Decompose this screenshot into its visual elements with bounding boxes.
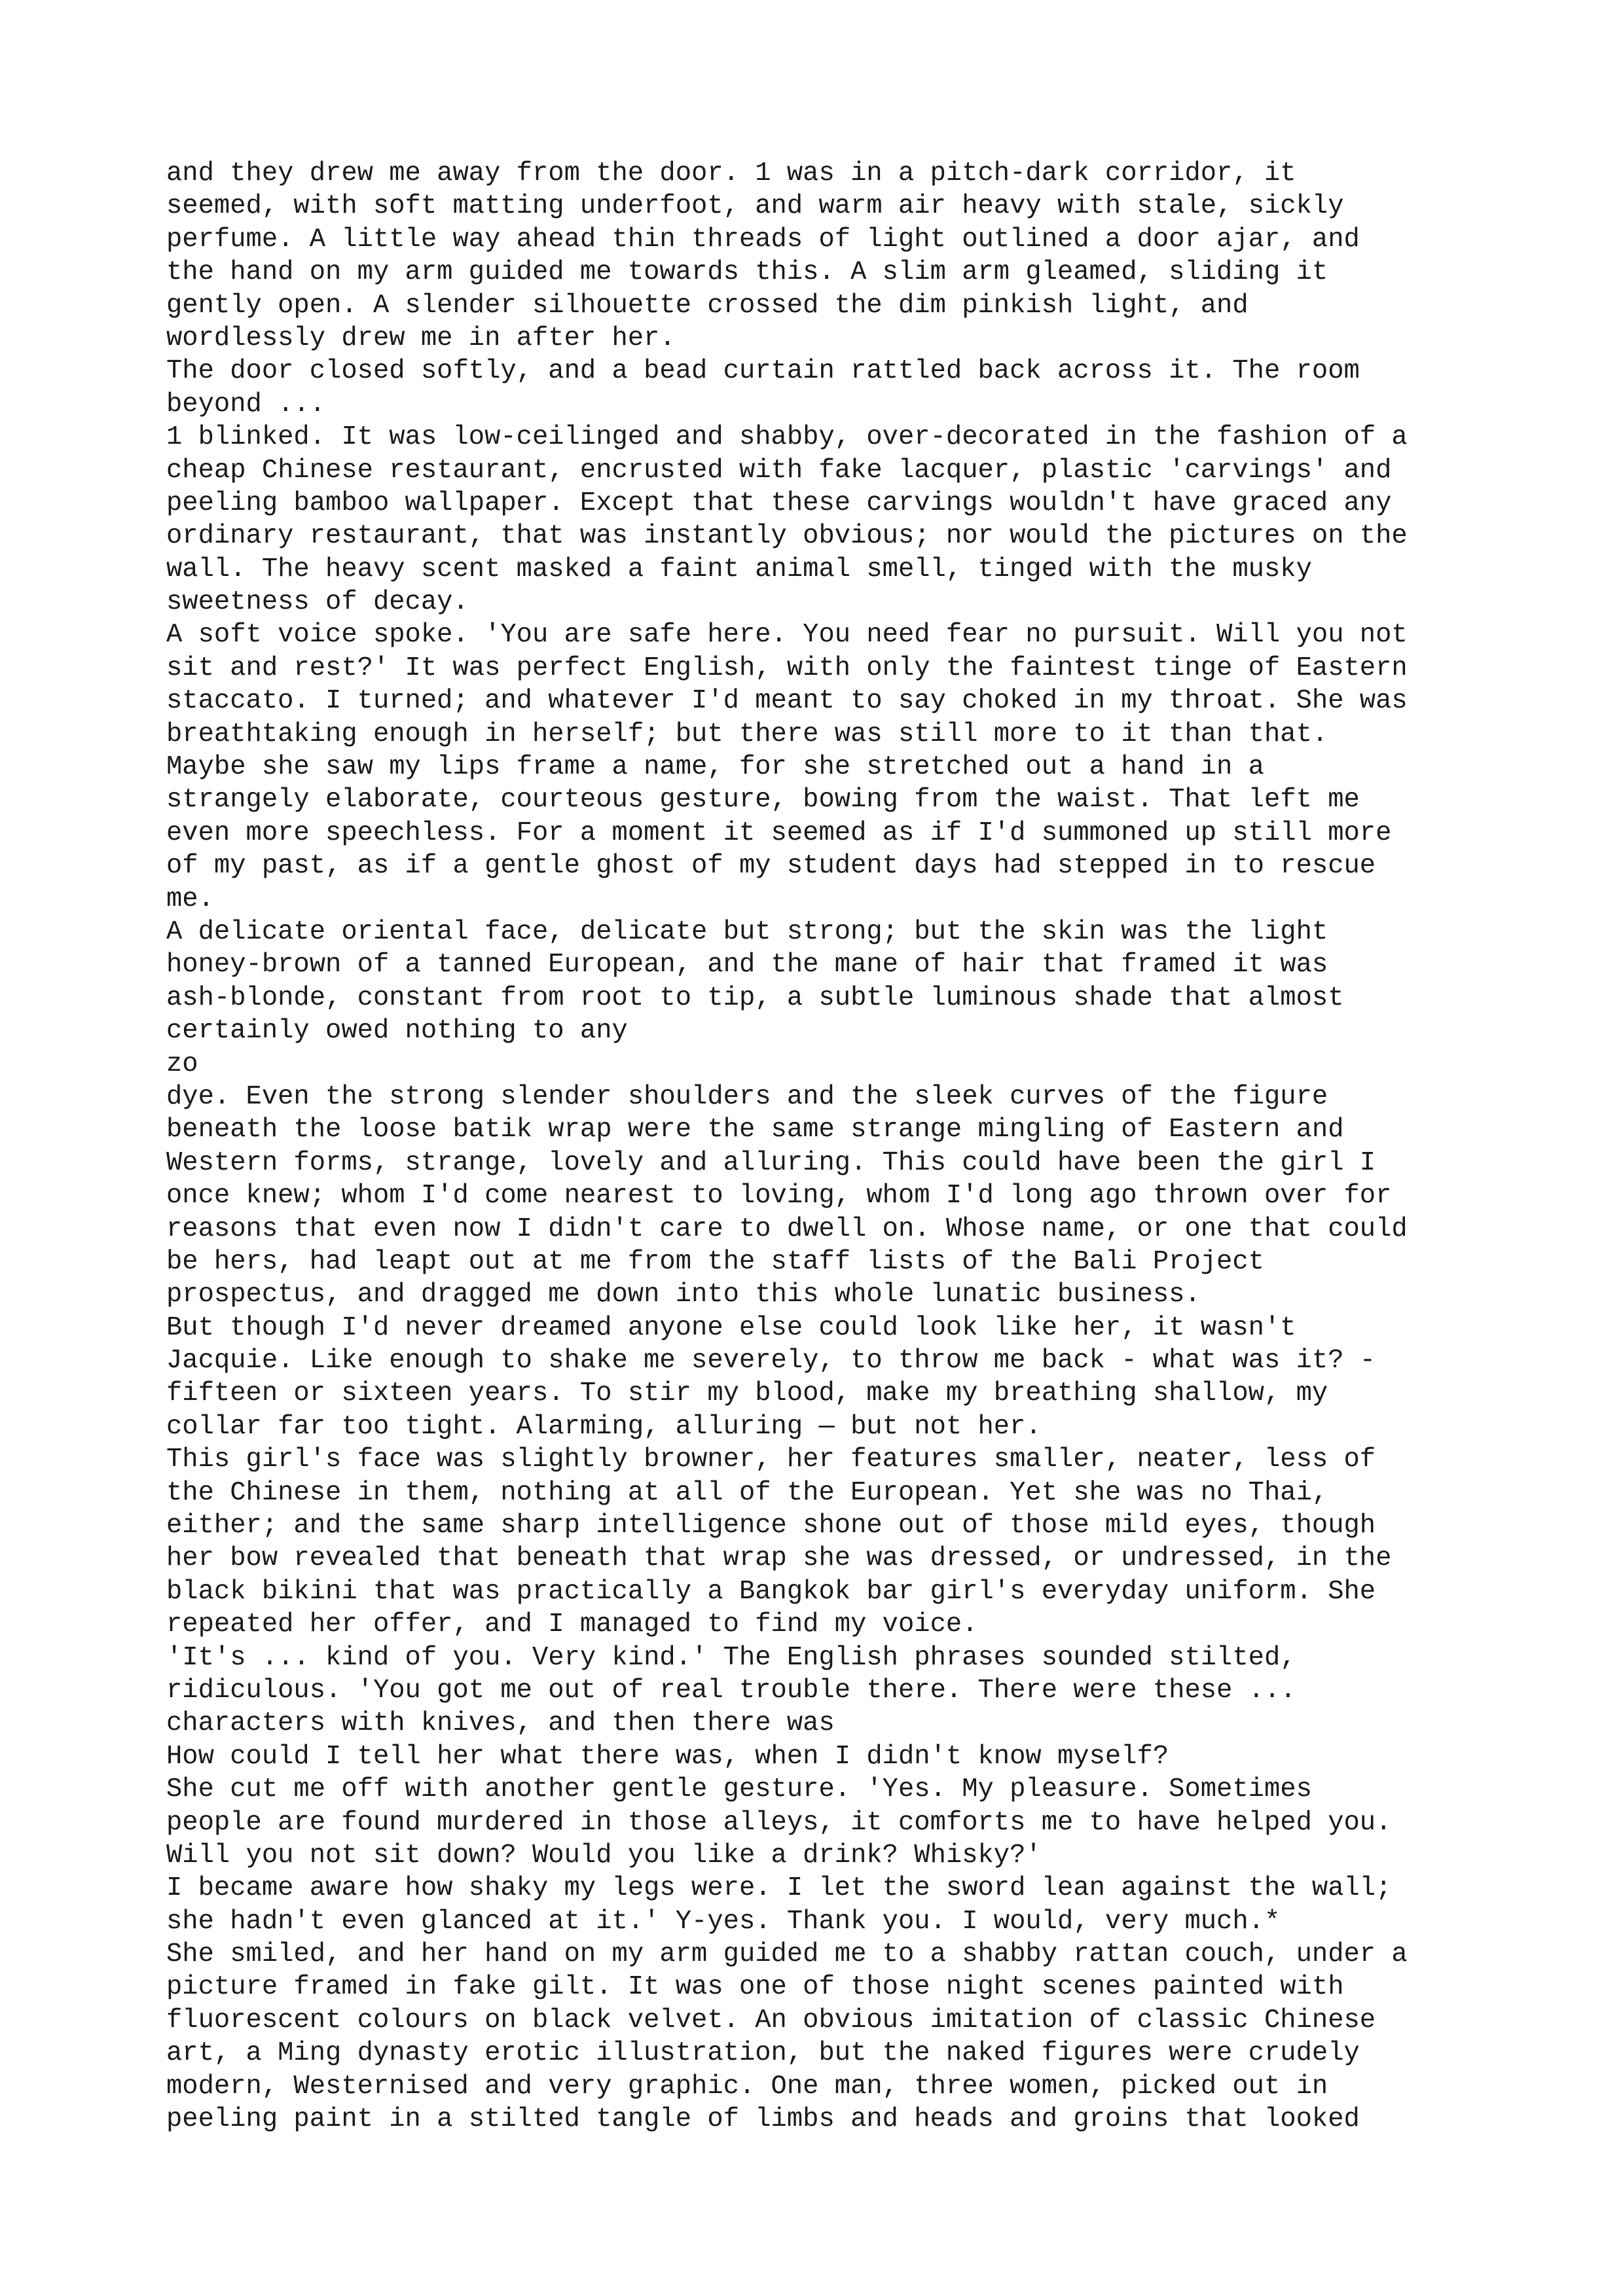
text-line: she hadn't even glanced at it.' Y-yes. Thank you. I would, very much.* [166, 1906, 1281, 1937]
text-line: modern, Westernised and very graphic. One man, three women, picked out in [166, 2071, 1328, 2102]
text-line: me. [166, 884, 214, 914]
text-line: art, a Ming dynasty erotic illustration, but the naked figures were crudely [166, 2038, 1360, 2069]
text-line: ash-blonde, constant from root to tip, a subtle luminous shade that almost [166, 982, 1344, 1013]
text-line: sweetness of decay. [166, 587, 469, 618]
text-line: and they drew me away from the door. 1 was in a pitch-dark corridor, it [166, 158, 1296, 188]
text-line: beneath the loose batik wrap were the same strange mingling of Eastern and [166, 1115, 1344, 1145]
text-line: This girl's face was slightly browner, her features smaller, neater, less of [166, 1444, 1376, 1475]
text-line: I became aware how shaky my legs were. I let the sword lean against the wall; [166, 1873, 1392, 1904]
text-line: Will you not sit down? Would you like a drink? Whisky?' [166, 1840, 1042, 1871]
text-line: She smiled, and her hand on my arm guided me to a shabby rattan couch, under a [166, 1939, 1408, 1970]
text-line: Western forms, strange, lovely and alluring. This could have been the girl I [166, 1147, 1376, 1178]
text-line: black bikini that was practically a Bangkok bar girl's everyday uniform. She [166, 1576, 1376, 1607]
text-line: A soft voice spoke. 'You are safe here. You need fear no pursuit. Will you not [166, 620, 1408, 651]
text-line: dye. Even the strong slender shoulders and the sleek curves of the figure [166, 1081, 1328, 1112]
text-line: zo [166, 1049, 198, 1079]
text-line: fifteen or sixteen years. To stir my blood, make my breathing shallow, my [166, 1378, 1328, 1409]
text-line: Maybe she saw my lips frame a name, for she stretched out a hand in a [166, 752, 1264, 783]
text-line: collar far too tight. Alarming, alluring — but not her. [166, 1411, 1042, 1442]
text-line: How could I tell her what there was, when I didn't know myself? [166, 1741, 1169, 1772]
text-line: perfume. A little way ahead thin threads of light outlined a door ajar, and [166, 224, 1360, 255]
text-line: her bow revealed that beneath that wrap she was dressed, or undressed, in the [166, 1543, 1392, 1574]
text-line: sit and rest?' It was perfect English, with only the faintest tinge of Eastern [166, 653, 1408, 683]
text-line: of my past, as if a gentle ghost of my student days had stepped in to rescue [166, 851, 1376, 882]
text-line: staccato. I turned; and whatever I'd meant to say choked in my throat. She was [166, 686, 1408, 717]
text-line: reasons that even now I didn't care to dwell on. Whose name, or one that could [166, 1213, 1408, 1244]
text-line: The door closed softly, and a bead curtain rattled back across it. The room [166, 356, 1360, 387]
text-line: characters with knives, and then there was [166, 1708, 835, 1739]
text-line: gently open. A slender silhouette crossed the dim pinkish light, and [166, 290, 1249, 321]
text-line: beyond ... [166, 389, 326, 420]
text-line: cheap Chinese restaurant, encrusted with fake lacquer, plastic 'carvings' and [166, 455, 1392, 486]
text-line: ridiculous. 'You got me out of real trouble there. There were these ... [166, 1675, 1296, 1706]
text-line: picture framed in fake gilt. It was one of those night scenes painted with [166, 1972, 1344, 2003]
text-line: the Chinese in them, nothing at all of the European. Yet she was no Thai, [166, 1477, 1328, 1508]
text-line: strangely elaborate, courteous gesture, bowing from the waist. That left me [166, 785, 1360, 816]
text-line: peeling bamboo wallpaper. Except that these carvings wouldn't have graced any [166, 488, 1392, 518]
text-line: the hand on my arm guided me towards this. A slim arm gleamed, sliding it [166, 257, 1328, 288]
text-line: fluorescent colours on black velvet. An obvious imitation of classic Chinese [166, 2005, 1376, 2036]
text-line: ordinary restaurant, that was instantly obvious; nor would the pictures on the [166, 521, 1408, 552]
text-line: 1 blinked. It was low-ceilinged and shabby, over-decorated in the fashion of a [166, 422, 1408, 453]
text-line: prospectus, and dragged me down into this whole lunatic business. [166, 1280, 1201, 1310]
text-line: But though I'd never dreamed anyone else could look like her, it wasn't [166, 1312, 1296, 1343]
text-line: certainly owed nothing to any [166, 1016, 628, 1047]
text-line: Jacquie. Like enough to shake me severely, to throw me back - what was it? - [166, 1346, 1376, 1376]
text-line: honey-brown of a tanned European, and the mane of hair that framed it was [166, 950, 1328, 980]
text-line: peeling paint in a stilted tangle of limbs and heads and groins that looked [166, 2104, 1360, 2135]
body-text [166, 157, 1515, 2136]
text-line: be hers, had leapt out at me from the staff lists of the Bali Project [166, 1246, 1264, 1277]
text-line: A delicate oriental face, delicate but strong; but the skin was the light [166, 916, 1328, 947]
text-line: breathtaking enough in herself; but there was still more to it than that. [166, 719, 1328, 749]
text-line: repeated her offer, and I managed to find my voice. [166, 1609, 978, 1640]
text-line: either; and the same sharp intelligence shone out of those mild eyes, though [166, 1511, 1376, 1541]
text-line: She cut me off with another gentle gesture. 'Yes. My pleasure. Sometimes [166, 1774, 1312, 1805]
text-line: people are found murdered in those alleys, it comforts me to have helped you. [166, 1807, 1392, 1838]
text-line: even more speechless. For a moment it seemed as if I'd summoned up still more [166, 817, 1392, 848]
text-line: seemed, with soft matting underfoot, and warm air heavy with stale, sickly [166, 191, 1344, 222]
text-line: 'It's ... kind of you. Very kind.' The English phrases sounded stilted, [166, 1642, 1296, 1673]
text-line: wall. The heavy scent masked a faint animal smell, tinged with the musky [166, 554, 1312, 584]
text-line: once knew; whom I'd come nearest to loving, whom I'd long ago thrown over for [166, 1181, 1392, 1211]
text-line: wordlessly drew me in after her. [166, 323, 676, 353]
